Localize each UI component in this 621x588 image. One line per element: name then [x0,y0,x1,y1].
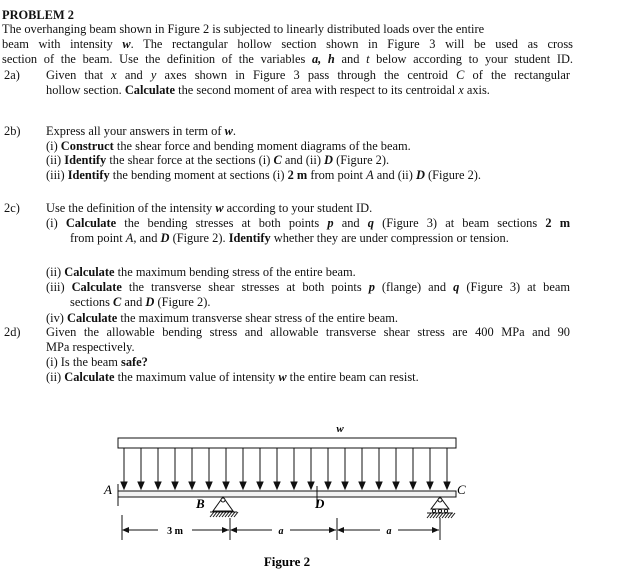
figure-caption: Figure 2 [263,554,311,569]
support-pin-b [210,497,238,517]
dim-label-ab: 3 m [167,526,183,537]
q2c-item-i-cont: from point A, and D (Figure 2). Identify whether they are under compression or tension. [70,231,509,245]
load-arrow-head [376,482,382,489]
point-c-label: C [457,482,466,497]
load-arrow-head [257,482,263,489]
q2c-item-ii: (ii) Calculate the maximum bending stress of the entire beam. [46,265,356,279]
load-arrow-head [325,482,331,489]
q2c-label: 2c) [4,201,20,215]
intro-line-1: The overhanging beam shown in Figure 2 is subjected to linearly distributed loads over the entire [2,22,485,36]
q2b-label: 2b) [4,124,21,138]
q2b-item-i: (i) Construct the shear force and bending moment diagrams of the beam. [46,139,411,153]
q2c-item-iii: (iii) Calculate the transverse shear stresses at both points p (flange) and q (Figure 3) at beam [46,280,570,294]
load-arrow-head [359,482,365,489]
q2c-line-1: Use the definition of the intensity w according to your student ID. [46,201,373,215]
point-d-label: D [315,496,325,511]
load-arrow-head [223,482,229,489]
load-arrow-head [206,482,212,489]
load-arrow-head [155,482,161,489]
q2d-item-i: (i) Is the beam safe? [46,355,148,369]
q2b-item-iii: (iii) Identify the bending moment at sections (i) 2 m from point A and (ii) D (Figure 2). [46,168,482,182]
problem-title: PROBLEM 2 [2,8,74,22]
load-arrow-head [189,482,195,489]
support-roller-c [427,497,455,518]
load-arrow-head [410,482,416,489]
intro-line-2: beam with intensity w. The rectangular hollow section shown in Figure 3 will be used as cross [2,37,573,51]
q2c-item-iv: (iv) Calculate the maximum transverse shear stress of the entire beam. [46,311,399,325]
point-a-label: A [104,482,112,497]
load-arrow-head [240,482,246,489]
load-arrow-head [444,482,450,489]
beam [118,491,456,497]
load-arrow-head [342,482,348,489]
distributed-load [118,438,456,489]
q2b-item-ii: (ii) Identify the shear force at the sections (i) C and (ii) D (Figure 2). [46,153,390,167]
intro-line-3: section of the beam. Use the definition of the variables a, h and t below according to your student ID. [2,52,573,66]
q2a-line-2: hollow section. Calculate the second moment of area with respect to its centroidal x axis. [46,83,490,97]
load-label: w [336,423,344,435]
q2a-label: 2a) [4,68,20,82]
q2d-line-2: MPa respectively. [46,340,135,354]
q2d-item-ii: (ii) Calculate the maximum value of intensity w the entire beam can resist. [46,370,419,384]
load-arrow-head [427,482,433,489]
q2a-line-1: Given that x and y axes shown in Figure 3 pass through the centroid C of the rectangular [46,68,570,82]
load-arrow-head [393,482,399,489]
q2d-label: 2d) [4,325,21,339]
load-arrow-head [291,482,297,489]
q2d-line-1: Given the allowable bending stress and allowable transverse shear stress are 400 MPa and 90 [46,325,570,339]
q2c-item-iii-cont: sections C and D (Figure 2). [70,295,211,309]
load-arrow-head [274,482,280,489]
dim-label-bd: a [278,526,284,537]
load-arrow-head [308,482,314,489]
load-arrow-head [138,482,144,489]
load-arrow-head [121,482,127,489]
dim-label-dc: a [386,526,392,537]
load-arrow-head [172,482,178,489]
point-b-label: B [196,496,205,511]
q2b-line-1: Express all your answers in term of w. [46,124,236,138]
q2c-item-i: (i) Calculate the bending stresses at both points p and q (Figure 3) at beam sections 2 m [46,216,571,230]
